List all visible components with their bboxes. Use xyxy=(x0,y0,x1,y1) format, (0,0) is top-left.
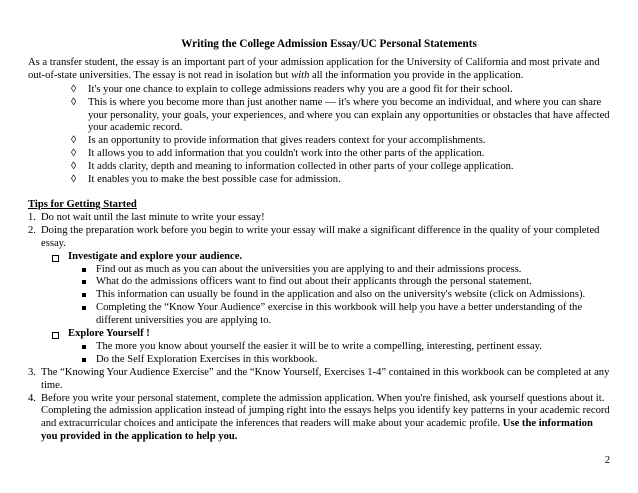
tip-item: 1. Do not wait until the last minute to write your essay! xyxy=(28,211,265,223)
sub-item-list xyxy=(68,264,610,329)
essay-purpose-list xyxy=(28,84,610,187)
diamond-bullet-icon: ◊ xyxy=(71,174,77,186)
checkbox-bullet-icon xyxy=(52,255,59,262)
intro-text: As a transfer student, the essay is an important part of your admission application for the University of California and most private and out-of-state universities. The essay is not read in isolation but xyxy=(28,56,600,81)
sub-section-list xyxy=(41,251,610,367)
intro-italic-word: with xyxy=(291,69,310,81)
diamond-bullet-icon: ◊ xyxy=(71,135,77,147)
sub-section-heading: Explore Yourself ! xyxy=(68,328,150,340)
list-item: The more you know about yourself the easier it will be to write a compelling, interesting, pertinent essay. xyxy=(82,341,610,354)
tip-item: 4. Before you write your personal statement, complete the admission application. When you're finished, ask yourself questions about it. Completing the admission application instead of jumping right into the essays helps you identify key patterns in your academic record and extracurricular choices and anticipate the inferences that readers will make about your academic profile. Use the information you provided in the application to help you. xyxy=(28,392,610,443)
tip-number: 2. xyxy=(28,224,36,236)
tips-list xyxy=(28,212,610,444)
diamond-bullet-icon: ◊ xyxy=(71,161,77,173)
page-title: Writing the College Admission Essay/UC Personal Statements xyxy=(181,38,477,50)
square-bullet-icon xyxy=(82,293,86,297)
sub-section xyxy=(51,328,610,367)
sub-section xyxy=(51,251,610,328)
sub-section-heading: Investigate and explore your audience. xyxy=(68,250,243,262)
list-item: ◊ Is an opportunity to provide information that gives readers context for your accomplishments. xyxy=(71,135,486,147)
diamond-bullet-icon: ◊ xyxy=(71,148,77,160)
square-bullet-icon xyxy=(82,268,86,272)
sub-item-list xyxy=(68,341,610,367)
square-bullet-icon xyxy=(82,306,86,310)
page-number: 2 xyxy=(604,455,610,466)
list-item: Do the Self Exploration Exercises in this workbook. xyxy=(82,354,610,367)
square-bullet-icon xyxy=(82,345,86,349)
tip-bold-emphasis: Use the information you provided in the application to help you. xyxy=(41,418,593,443)
intro-text-end: all the information you provide in the application. xyxy=(309,69,524,81)
list-item: What do the admissions officers want to find out about their applicants through the personal statement. xyxy=(82,276,610,289)
tip-item: 2. Doing the preparation work before you begin to write your essay will make a significant difference in the quality of your completed essay. Investigate and explore your audience. Find out as much as you can about the universities you are applying to and their admissions process. What do the admissions officers want to find out about their applicants through the personal statement. This information can usually be found in the application and also on the university's website (click on Admissions). Completing the “Know Your Audience” exercise in this workbook will help you have a better understanding of the different universities you are applying to. Explore Yourself ! The more you know about yourself the easier it will be to write a compelling, interesting, pertinent essay. Do the Self Exploration Exercises in this workbook. xyxy=(28,225,610,367)
tips-heading: Tips for Getting Started xyxy=(28,198,137,210)
diamond-bullet-icon: ◊ xyxy=(71,96,77,108)
square-bullet-icon xyxy=(82,280,86,284)
square-bullet-icon xyxy=(82,358,86,362)
list-item: ◊ It adds clarity, depth and meaning to information collected in other parts of your college application. xyxy=(71,161,514,173)
tip-number: 1. xyxy=(28,211,36,223)
diamond-bullet-icon: ◊ xyxy=(71,83,77,95)
tip-number: 3. xyxy=(28,366,36,378)
intro-paragraph xyxy=(28,57,610,83)
list-item: ◊ It's your one chance to explain to college admissions readers why you are a good fit for their school. xyxy=(71,83,513,95)
list-item: ◊ It allows you to add information that you couldn't work into the other parts of the application. xyxy=(71,148,485,160)
checkbox-bullet-icon xyxy=(52,332,59,339)
list-item: This information can usually be found in the application and also on the university's website (click on Admissions). xyxy=(82,289,610,302)
list-item: Completing the “Know Your Audience” exercise in this workbook will help you have a better understanding of the different universities you are applying to. xyxy=(82,302,610,328)
list-item: Find out as much as you can about the universities you are applying to and their admissions process. xyxy=(82,264,610,277)
tip-item: 3. The “Knowing Your Audience Exercise” and the “Know Yourself, Exercises 1-4” contained in this workbook can be completed at any time. xyxy=(28,366,610,391)
tip-number: 4. xyxy=(28,392,36,404)
list-item: ◊ This is where you become more than just another name — it's where you become an individual, and where you can share your personality, your goals, your experiences, and where you can explain any opportunities or obstacles that have affected your academic record. xyxy=(71,96,610,134)
list-item: ◊ It enables you to make the best possible case for admission. xyxy=(71,174,341,186)
